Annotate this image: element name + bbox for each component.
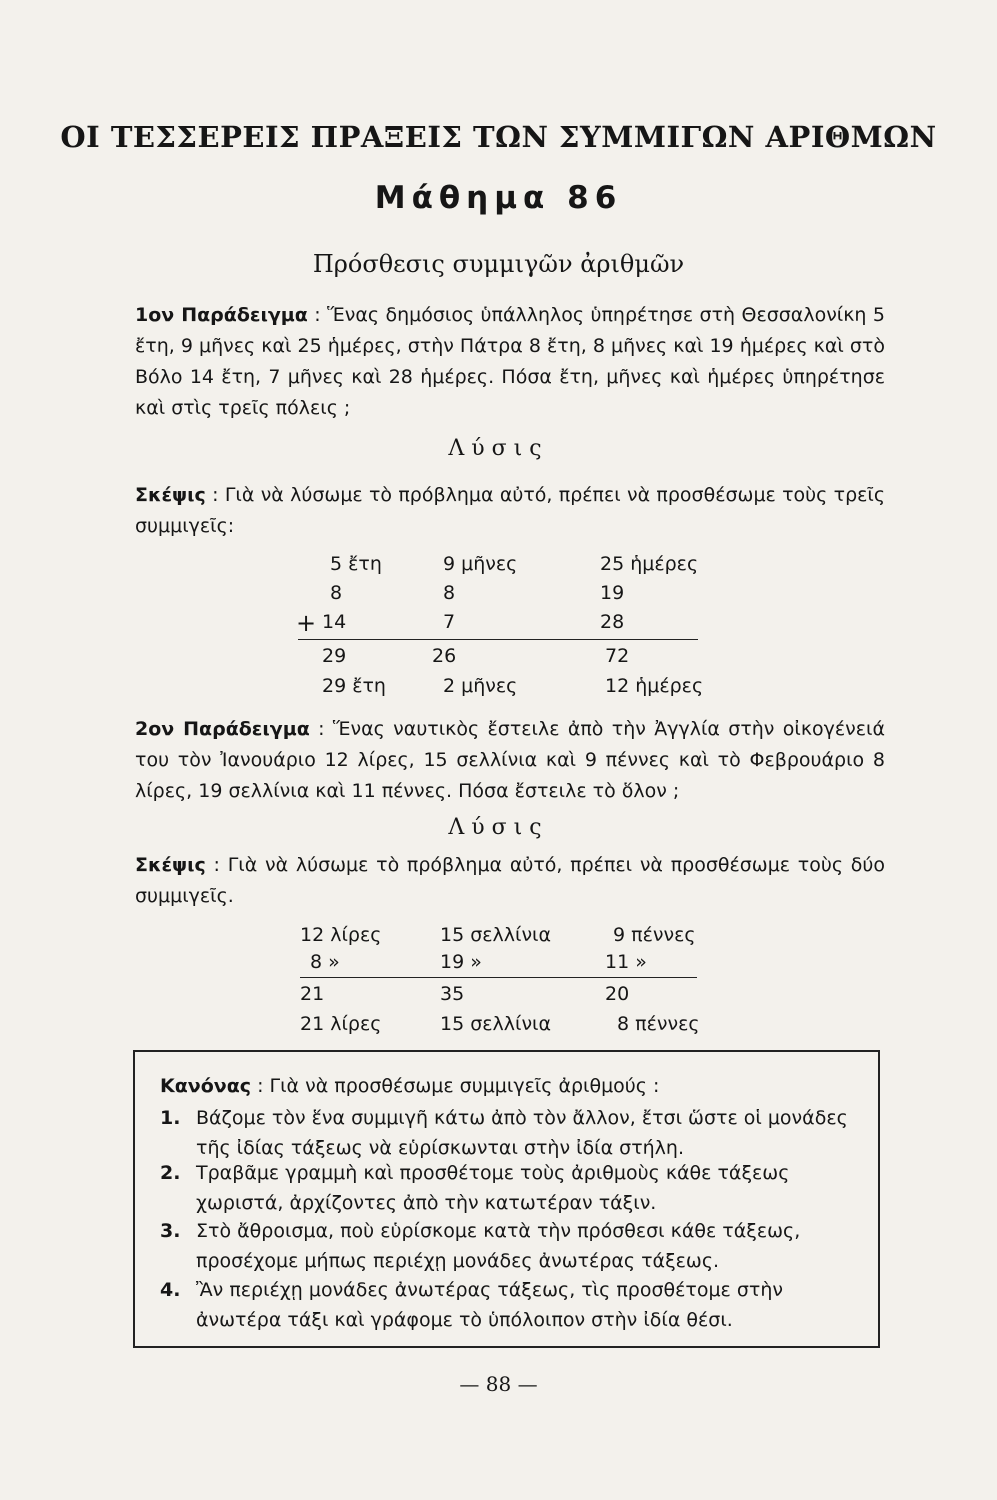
table-1-cell: 25 ἡμέρες: [600, 553, 699, 575]
example-1-paragraph: [135, 300, 885, 424]
thinking-1-text: : Γιὰ νὰ λύσωμε τὸ πρόβλημα αὐτό, πρέπει νὰ προσθέσωμε τοὺς τρεῖς συμμιγεῖς:: [135, 484, 885, 537]
table-2-sum-cell: 21: [300, 983, 325, 1005]
rule-item-text: Βάζομε τὸν ἕνα συμμιγῆ κάτω ἀπὸ τὸν ἄλλον, ἔτσι ὥστε οἱ μονάδες τῆς ἰδίας τάξεως νὰ εὑρίσκωνται στὴν ἰδία στήλη.: [196, 1107, 848, 1159]
thinking-2-text: : Γιὰ νὰ λύσωμε τὸ πρόβλημα αὐτό, πρέπει νὰ προσθέσωμε τοὺς δύο συμμιγεῖς.: [135, 854, 885, 907]
topic-title: Πρόσθεσις συμμιγῶν ἀριθμῶν: [312, 250, 685, 278]
sum-line: [300, 977, 697, 978]
thinking-2-paragraph: [135, 850, 885, 912]
table-1-cell: 5 ἔτη: [330, 553, 382, 575]
rule-item-text: Τραβᾶμε γραμμὴ καὶ προσθέτομε τοὺς ἀριθμοὺς κάθε τάξεως χωριστά, ἀρχίζοντες ἀπὸ τὴν κατωτέραν τάξιν.: [196, 1162, 790, 1214]
table-1-result-cell: 2 μῆνες: [443, 675, 518, 697]
page-number: — 88 —: [459, 1372, 538, 1396]
rule-item-text: Στὸ ἄθροισμα, ποὺ εὑρίσκομε κατὰ τὴν πρόσθεσι κάθε τάξεως, προσέχομε μήπως περιέχῃ μονάδες ἀνωτέρας τάξεως.: [196, 1220, 801, 1272]
table-1-result-cell: 29 ἔτη: [322, 675, 386, 697]
plus-sign: +: [296, 609, 317, 637]
lesson-title: Μάθημα 86: [374, 180, 623, 216]
example-2-paragraph: [135, 714, 885, 807]
table-2-cell: 8 »: [310, 951, 340, 973]
table-1-cell: 7: [443, 611, 456, 633]
solution-2-heading: Λύσις: [448, 815, 549, 840]
table-2-result-cell: 21 λίρες: [300, 1013, 382, 1035]
chapter-title: ΟΙ ΤΕΣΣΕΡΕΙΣ ΠΡΑΞΕΙΣ ΤΩΝ ΣΥΜΜΙΓΩΝ ΑΡΙΘΜΩΝ: [60, 120, 937, 154]
example-2-text: : Ἕνας ναυτικὸς ἔστειλε ἀπὸ τὴν Ἀγγλία στὴν οἰκογένειά του τὸν Ἰανουάριο 12 λίρες, 15 σελλίνια καὶ 9 πέννες καὶ τὸ Φεβρουάριο 8 λίρες, 19 σελλίνια καὶ 11 πέννες. Πόσα ἔστειλε τὸ ὅλον ;: [135, 718, 886, 802]
table-1-sum-cell: 26: [432, 645, 457, 667]
example-1-text: : Ἕνας δημόσιος ὑπάλληλος ὑπηρέτησε στὴ Θεσσαλονίκη 5 ἔτη, 9 μῆνες καὶ 25 ἡμέρες, στὴν Πάτρα 8 ἔτη, 8 μῆνες καὶ 19 ἡμέρες καὶ στὸ Βόλο 14 ἔτη, 7 μῆνες καὶ 28 ἡμέρες. Πόσα ἔτη, μῆνες καὶ ἡμέρες ὑπηρέτησε καὶ στὶς τρεῖς πόλεις ;: [135, 304, 886, 419]
rule-item-number: 3.: [160, 1220, 181, 1242]
rule-item-number: 1.: [160, 1107, 181, 1129]
table-2-cell: 9 πέννες: [613, 924, 696, 946]
thinking-2-label: Σκέψις: [135, 854, 206, 876]
thinking-1-paragraph: [135, 480, 885, 542]
table-2-sum-cell: 20: [605, 983, 630, 1005]
table-2-cell: 11 »: [605, 951, 647, 973]
solution-1-heading: Λύσις: [448, 436, 549, 461]
table-1-cell: 8: [443, 582, 456, 604]
table-1-cell: 8: [330, 582, 343, 604]
sum-line: [298, 639, 698, 640]
table-1-cell: 9 μῆνες: [443, 553, 518, 575]
table-2-cell: 12 λίρες: [300, 924, 382, 946]
rule-heading: [160, 1075, 659, 1097]
rule-item-number: 4.: [160, 1279, 181, 1301]
table-2-cell: 15 σελλίνια: [440, 924, 552, 946]
table-1-result-cell: 12 ἡμέρες: [605, 675, 704, 697]
table-1-sum-cell: 29: [322, 645, 347, 667]
table-1-sum-cell: 72: [605, 645, 630, 667]
rule-label: Κανόνας: [160, 1075, 252, 1097]
table-2-sum-cell: 35: [440, 983, 465, 1005]
rule-intro: : Γιὰ νὰ προσθέσωμε συμμιγεῖς ἀριθμούς :: [251, 1075, 660, 1097]
rule-item-number: 2.: [160, 1162, 181, 1184]
table-2-result-cell: 8 πέννες: [617, 1013, 700, 1035]
table-2-result-cell: 15 σελλίνια: [440, 1013, 552, 1035]
table-1-cell: 14: [322, 611, 347, 633]
table-1-cell: 19: [600, 582, 625, 604]
example-1-label: 1ον Παράδειγμα: [135, 304, 308, 326]
table-2-cell: 19 »: [440, 951, 482, 973]
rule-item-text: Ἂν περιέχῃ μονάδες ἀνωτέρας τάξεως, τὶς προσθέτομε στὴν ἀνωτέρα τάξι καὶ γράφομε τὸ ὑπόλοιπον στὴν ἰδία θέσι.: [196, 1279, 784, 1331]
table-1-cell: 28: [600, 611, 625, 633]
thinking-1-label: Σκέψις: [135, 484, 206, 506]
example-2-label: 2ον Παράδειγμα: [135, 718, 310, 740]
